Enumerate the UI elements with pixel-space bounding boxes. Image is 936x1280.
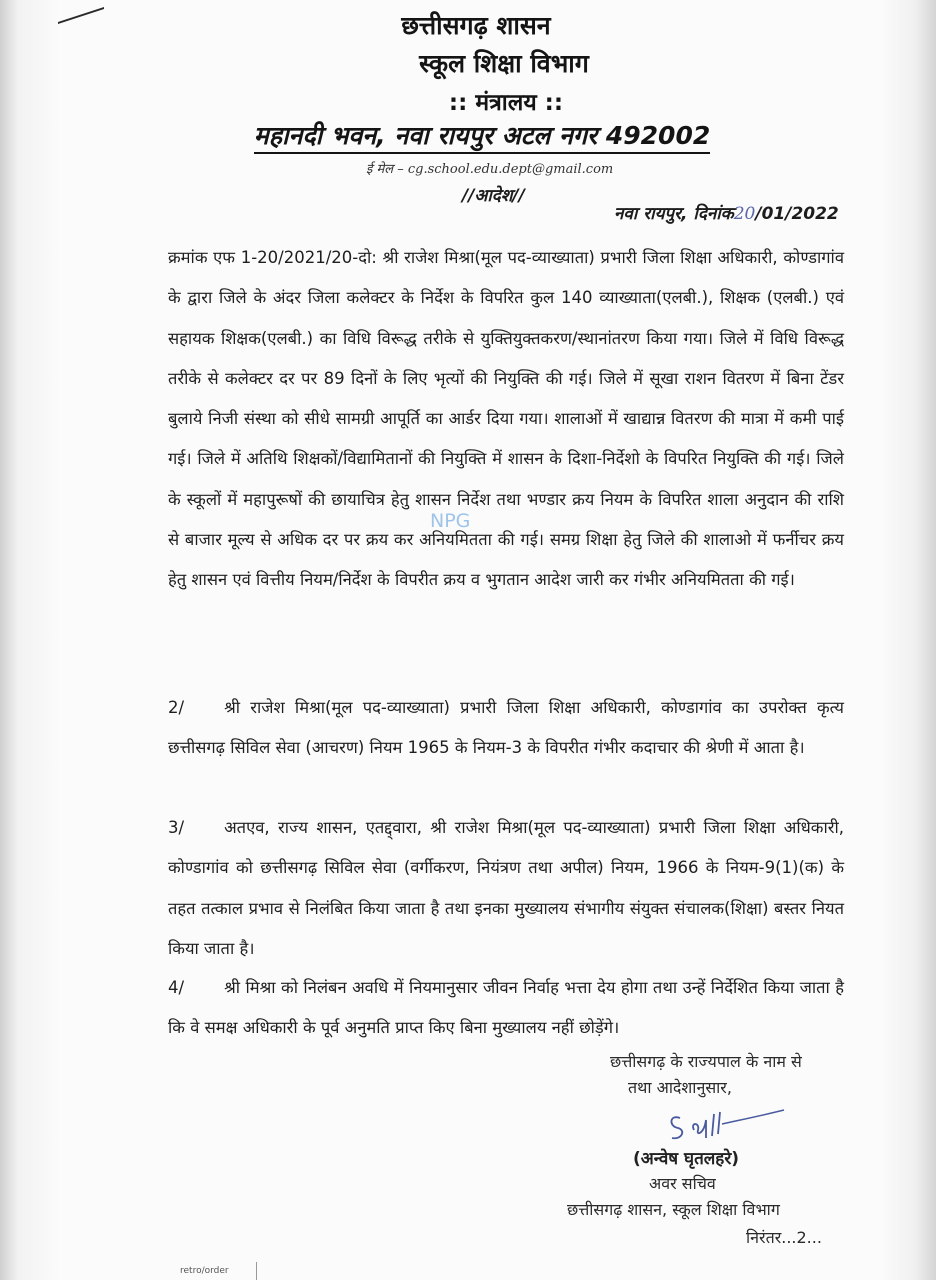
- continued-note: निरंतर...2...: [746, 1228, 822, 1247]
- paragraph-2-number: 2/: [168, 698, 185, 717]
- officer-name: (अन्वेष घृतलहरे): [633, 1149, 740, 1169]
- paragraph-1-text: क्रमांक एफ 1-20/2021/20-दो: श्री राजेश मिश्रा(मूल पद-व्याख्याता) प्रभारी जिला शिक्षा अधिकारी, कोण्डागांव के द्वारा जिले के अंदर जिला कलेक्टर के निर्देश के विपरित कुल 140 व्याख्याता(एलबी.), शिक्षक (एलबी.) एवं सहायक शिक्षक(एलबी.) का विधि विरूद्ध तरीके से युक्तियुक्तकरण/स्थानांतरण किया गया। जिले में विधि विरूद्ध तरीके से कलेक्टर दर पर 89 दिनों के लिए भृत्यों की नियुक्ति की गई। जिले में सूखा राशन वितरण में बिना टेंडर बुलाये निजी संस्था को सीधे सामग्री आपूर्ति का आर्डर दिया गया। शालाओं में खाद्यान्न वितरण की मात्रा में कमी पाई गई। जिले में अतिथि शिक्षकों/विद्यामितानों की नियुक्ति में शासन के दिशा-निर्देशो के विपरित नियुक्ति की गई। जिले के स्कूलों में महापुरूषों की छायाचित्र हेतु शासन निर्देश तथा भण्डार क्रय नियम के विपरित शाला अनुदान की राशि से बाजार मूल्य से अधिक दर पर क्रय कर अनियमितता की गई। समग्र शिक्षा हेतु जिले की शालाओ में फर्नीचर क्रय हेतु शासन एवं वित्तीय नियम/निर्देश के विपरीत क्रय व भुगतान आदेश जारी कर गंभीर अनियमितता की गई।: [168, 248, 844, 590]
- header-email: ई मेल – cg.school.edu.dept@gmail.com: [366, 162, 614, 177]
- signature-stroke-tail: [722, 1110, 784, 1124]
- signature-stroke-bars: [712, 1112, 720, 1136]
- officer-department: छत्तीसगढ़ शासन, स्कूल शिक्षा विभाग: [567, 1200, 780, 1219]
- header-ministry: :: मंत्रालय ::: [448, 90, 564, 116]
- footer-reference: retro/order: [180, 1266, 229, 1276]
- paragraph-2: [168, 688, 844, 769]
- order-title: //आदेश//: [462, 186, 525, 206]
- watermark: NPG: [430, 510, 471, 532]
- governor-line: छत्तीसगढ़ के राज्यपाल के नाम से: [610, 1052, 802, 1071]
- date-handwritten: 20: [733, 204, 756, 224]
- date-suffix: /01/2022: [755, 204, 839, 224]
- paragraph-1: [168, 238, 844, 601]
- header-government: छत्तीसगढ़ शासन: [401, 11, 551, 40]
- paragraph-3-number: 3/: [168, 818, 185, 837]
- order-date: [614, 201, 839, 224]
- paragraph-3: [168, 808, 844, 969]
- order-authority-line: तथा आदेशानुसार,: [628, 1078, 732, 1097]
- paragraph-3-text: अतएव, राज्य शासन, एतद्द्वारा, श्री राजेश मिश्रा(मूल पद-व्याख्याता) प्रभारी जिला शिक्षा अधिकारी, कोण्डागांव को छत्तीसगढ़ सिविल सेवा (वर्गीकरण, नियंत्रण तथा अपील) नियम, 1966 के नियम-9(1)(क) के तहत तत्काल प्रभाव से निलंबित किया जाता है तथा इनका मुख्यालय संभागीय संयुक्त संचालक(शिक्षा) बस्तर नियत किया जाता है।: [168, 818, 844, 958]
- paragraph-4-number: 4/: [168, 978, 185, 997]
- signature-stroke-d: [693, 1120, 706, 1138]
- header-department: स्कूल शिक्षा विभाग: [419, 49, 589, 78]
- date-prefix: नवा रायपुर, दिनांक: [614, 204, 734, 224]
- header-address: [14, 118, 936, 152]
- signature-stroke-s: [671, 1117, 682, 1138]
- officer-designation: अवर सचिव: [649, 1174, 716, 1193]
- header-address-text: महानदी भवन, नवा रायपुर अटल नगर 492002: [254, 121, 710, 154]
- paragraph-4: [168, 968, 844, 1049]
- handwritten-signature: [660, 1100, 790, 1148]
- paragraph-4-text: श्री मिश्रा को निलंबन अवधि में नियमानुसार जीवन निर्वाह भत्ता देय होगा तथा उन्हें निर्देशित किया जाता है कि वे समक्ष अधिकारी के पूर्व अनुमति प्राप्त किए बिना मुख्यालय नहीं छोड़ेंगे।: [168, 978, 844, 1038]
- paragraph-2-text: श्री राजेश मिश्रा(मूल पद-व्याख्याता) प्रभारी जिला शिक्षा अधिकारी, कोण्डागांव का उपरोक्त कृत्य छत्तीसगढ़ सिविल सेवा (आचरण) नियम 1965 के नियम-3 के विपरीत गंभीर कदाचार की श्रेणी में आता है।: [168, 698, 844, 758]
